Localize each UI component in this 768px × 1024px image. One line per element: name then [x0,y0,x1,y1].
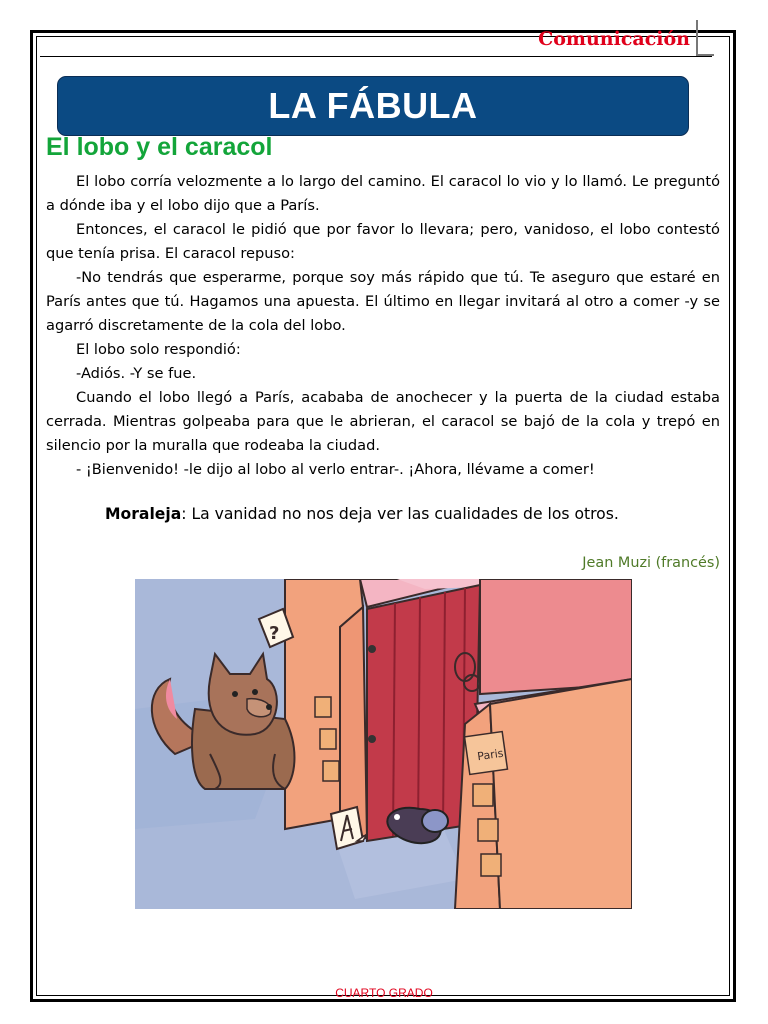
city-wall-right [455,579,632,909]
story-paragraph: -No tendrás que esperarme, porque soy más rápido que tú. Te aseguro que estaré en París antes que tú. Hagamos una apuesta. El último en llegar invitará al otro a comer -y se agarró discretamente de la cola del lobo. [46,269,720,334]
paris-sign-text: Paris [476,746,505,764]
story-paragraph: - ¡Bienvenido! -le dijo al lobo al verlo entrar-. ¡Ahora, llévame a comer! [76,461,595,478]
story-title: El lobo y el caracol [46,133,273,161]
story-illustration [135,579,632,909]
author-credit: Jean Muzi (francés) [582,555,720,571]
subject-label: Comunicación [538,28,690,50]
story-paragraph: Cuando el lobo llegó a París, acababa de anochecer y la puerta de la ciudad estaba cerrada. Mientras golpeaba para que le abrieran, el caracol se bajó de la cola y trepó en silencio por la muralla que rodeaba la ciudad. [46,389,720,454]
story-paragraph: El lobo corría velozmente a lo largo del camino. El caracol lo vio y lo llamó. Le preguntó a dónde iba y el lobo dijo que a París. [46,173,720,214]
svg-text:?: ? [269,623,280,644]
story-paragraph: Entonces, el caracol le pidió que por favor lo llevara; pero, vanidoso, el lobo contestó que tenía prisa. El caracol repuso: [46,221,720,262]
header-corner-mark [696,20,698,56]
story-paragraph: El lobo solo respondió: [76,341,241,358]
moral-text: : La vanidad no nos deja ver las cualidades de los otros. [181,505,619,523]
header-corner-mark-h [696,54,714,56]
banner-title: LA FÁBULA [268,85,478,126]
city-wall-left [285,579,367,839]
footer-grade: CUARTO GRADO [335,986,433,1000]
story-body [46,170,720,482]
story-paragraph: -Adiós. -Y se fue. [76,365,197,382]
moral-label: Moraleja [105,505,182,523]
moral [105,505,619,523]
title-banner [57,76,689,136]
header-rule [40,56,712,57]
